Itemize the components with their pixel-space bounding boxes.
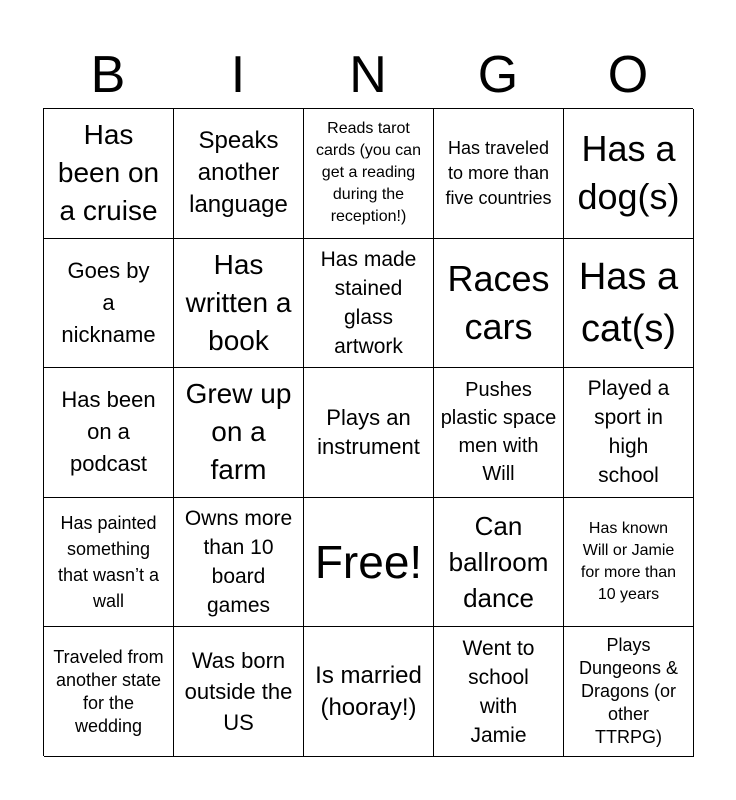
cell-text: Was born outside the US — [184, 648, 293, 736]
bingo-cell[interactable] — [304, 109, 434, 239]
cell-text: Traveled from another state for the wedding — [53, 646, 164, 736]
bingo-cell[interactable] — [434, 109, 564, 239]
cell-text: Went to school with Jamie — [462, 636, 535, 747]
bingo-cell[interactable] — [44, 368, 174, 498]
bingo-cell[interactable] — [434, 627, 564, 757]
header-letter-o: O — [607, 46, 649, 104]
header-letter-g: G — [477, 46, 519, 104]
bingo-cell[interactable] — [174, 239, 304, 369]
cell-text: Pushes plastic space men with Will — [440, 379, 557, 486]
bingo-cell[interactable] — [564, 627, 694, 757]
cell-text: Can ballroom dance — [448, 511, 549, 614]
bingo-header — [43, 44, 693, 106]
bingo-cell[interactable] — [44, 239, 174, 369]
cell-text: Races cars — [447, 257, 550, 347]
cell-text: Has a cat(s) — [578, 255, 679, 350]
cell-text: Plays Dungeons & Dragons (or other TTRPG) — [578, 635, 679, 748]
cell-text: Grew up on a farm — [185, 378, 292, 486]
cell-text: Is married (hooray!) — [315, 661, 422, 721]
cell-text: Goes by a nickname — [61, 257, 156, 347]
bingo-cell[interactable] — [564, 498, 694, 628]
cell-text-free: Free! — [314, 536, 423, 589]
bingo-cell[interactable] — [304, 239, 434, 369]
cell-text: Has written a book — [185, 248, 292, 356]
bingo-cell[interactable] — [434, 239, 564, 369]
cell-text: Has painted something that wasn’t a wall — [57, 513, 160, 612]
bingo-cell[interactable] — [434, 498, 564, 628]
bingo-cell[interactable] — [564, 239, 694, 369]
bingo-cell[interactable] — [44, 627, 174, 757]
cell-text: Has a dog(s) — [577, 128, 680, 218]
cell-text: Has been on a podcast — [61, 387, 156, 477]
header-letter-n: N — [349, 46, 387, 104]
bingo-cell[interactable] — [44, 498, 174, 628]
bingo-cell[interactable] — [564, 368, 694, 498]
bingo-board — [43, 108, 693, 756]
cell-text: Has traveled to more than five countries — [445, 137, 552, 208]
cell-text: Has been on a cruise — [57, 119, 160, 227]
bingo-cell[interactable] — [174, 109, 304, 239]
cell-text: Owns more than 10 board games — [184, 507, 293, 618]
cell-text: Played a sport in high school — [587, 377, 670, 488]
header-letter-b: B — [90, 46, 126, 104]
cell-text: Has known Will or Jamie for more than 10 years — [580, 520, 677, 604]
cell-text: Plays an instrument — [317, 405, 420, 460]
bingo-cell[interactable] — [434, 368, 564, 498]
bingo-cell[interactable] — [174, 498, 304, 628]
header-letter-i: I — [230, 46, 246, 104]
bingo-cell[interactable] — [44, 109, 174, 239]
bingo-cell[interactable] — [174, 627, 304, 757]
cell-text: Has made stained glass artwork — [320, 247, 417, 358]
cell-text: Speaks another language — [189, 127, 288, 219]
cell-text: Reads tarot cards (you can get a reading during the reception!) — [316, 120, 421, 226]
bingo-cell[interactable] — [304, 368, 434, 498]
bingo-cell[interactable] — [174, 368, 304, 498]
bingo-cell[interactable] — [304, 627, 434, 757]
bingo-cell[interactable] — [304, 498, 434, 628]
bingo-cell[interactable] — [564, 109, 694, 239]
